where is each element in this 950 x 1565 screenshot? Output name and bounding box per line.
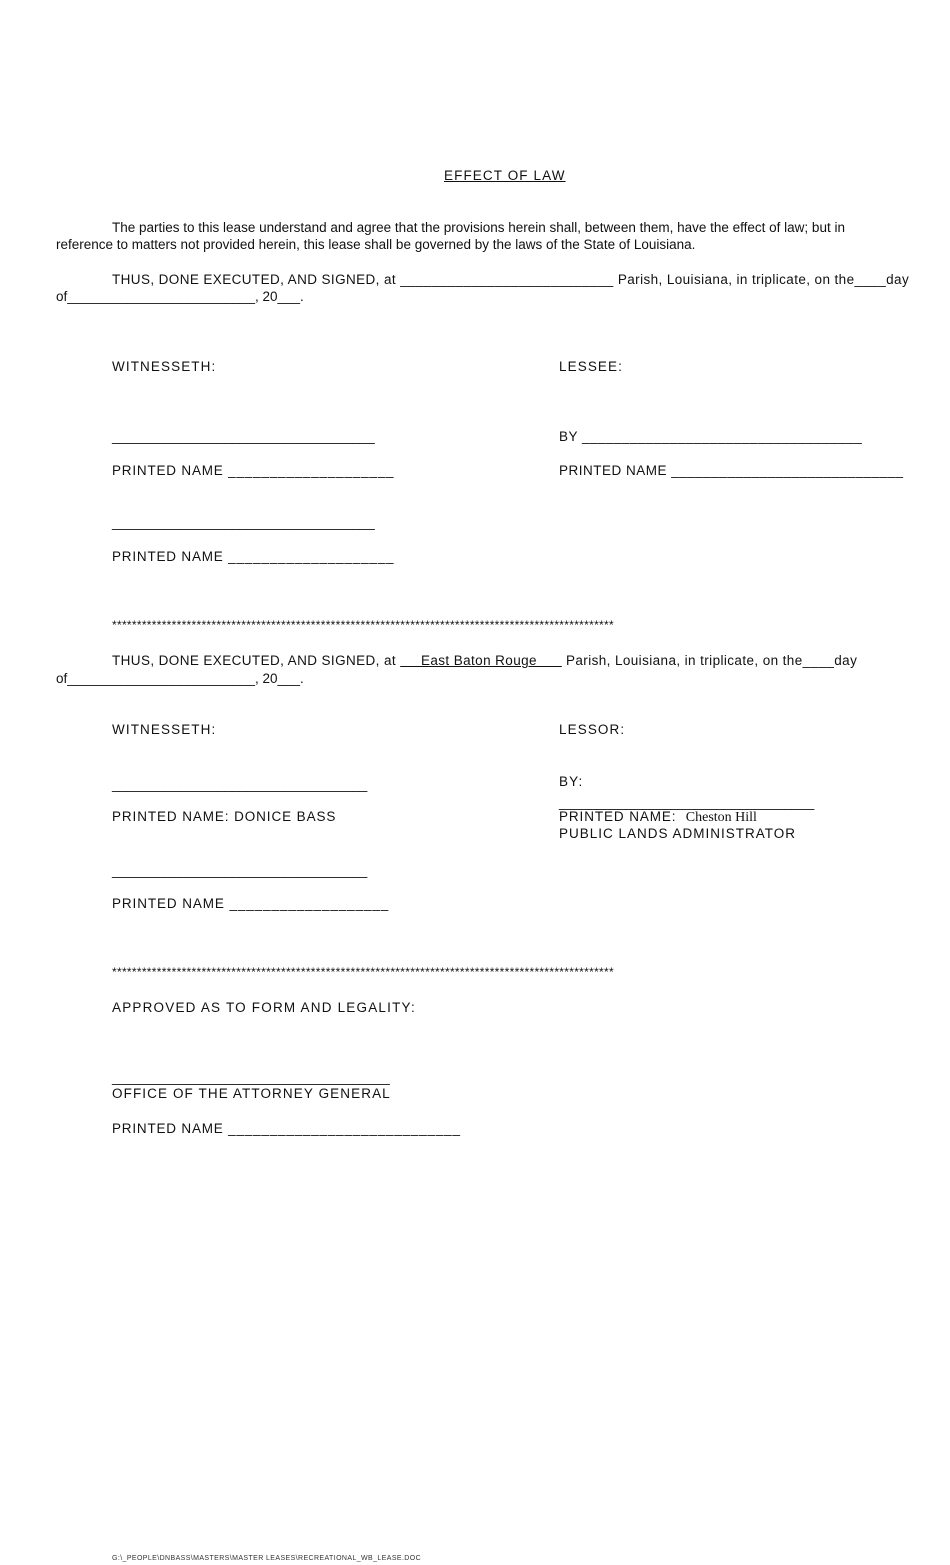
lessee-witness-signature-line-2: ___________________________________ — [112, 515, 375, 530]
lessee-witness-printed-name-2: PRINTED NAME ____________________ — [112, 549, 395, 564]
page-title: EFFECT OF LAW — [444, 168, 566, 183]
lessee-executed-line-1: THUS, DONE EXECUTED, AND SIGNED, at ___________________________ Parish, Louisiana, in triplicate, on the____day — [112, 272, 910, 287]
lessee-by-signature-line: BY ___________________________________ — [559, 429, 863, 444]
lessor-witness-printed-name-1: PRINTED NAME: DONICE BASS — [112, 809, 337, 824]
lessor-executed-suffix: Parish, Louisiana, in triplicate, on the____day — [561, 653, 858, 668]
lessor-executed-line-1 — [112, 652, 857, 669]
lessor-witness-printed-name-2: PRINTED NAME ___________________ — [112, 896, 390, 911]
document-path-footer: G:\_PEOPLE\DNBASS\MASTERS\MASTER LEASES\RECREATIONAL_WB_LEASE.DOC — [112, 1555, 422, 1562]
separator-line-2: ***************************************************************************************************** — [112, 965, 614, 979]
lessor-printed-name-value: Cheston Hill — [685, 810, 757, 825]
lessor-title: PUBLIC LANDS ADMINISTRATOR — [559, 826, 797, 841]
lessee-witness-printed-name-1: PRINTED NAME ____________________ — [112, 463, 395, 478]
approval-signature-line: _____________________________________ — [112, 1070, 390, 1085]
lessor-executed-prefix: THUS, DONE EXECUTED, AND SIGNED, at — [112, 653, 401, 668]
approval-printed-name: PRINTED NAME ____________________________ — [112, 1121, 461, 1136]
lessee-heading: LESSEE: — [559, 359, 623, 374]
lessee-witness-signature-line-1: ___________________________________ — [112, 429, 375, 444]
lessor-witness-signature-line-2: __________________________________ — [112, 863, 368, 878]
lessor-heading: LESSOR: — [559, 722, 626, 737]
lessor-executed-line-2: of_________________________, 20___. — [56, 671, 304, 686]
lessor-witness-signature-line-1: __________________________________ — [112, 777, 368, 792]
lessor-by-label: BY: — [559, 774, 584, 789]
intro-paragraph-line-1: The parties to this lease understand and agree that the provisions herein shall, between them, have the effect of law; but in — [112, 220, 845, 235]
lessee-executed-line-2: of_________________________, 20___. — [56, 289, 304, 304]
separator-line-1: ***************************************************************************************************** — [112, 618, 614, 632]
approval-heading: APPROVED AS TO FORM AND LEGALITY: — [112, 1000, 416, 1015]
intro-paragraph-line-2: reference to matters not provided herein, this lease shall be governed by the laws of the State of Louisiana. — [56, 237, 696, 252]
lessee-printed-name: PRINTED NAME _____________________________ — [559, 463, 904, 478]
parish-value: East Baton Rouge — [400, 653, 562, 668]
lessor-witness-heading: WITNESSETH: — [112, 722, 217, 737]
lessee-witness-heading: WITNESSETH: — [112, 359, 217, 374]
lessor-printed-name — [559, 808, 757, 826]
attorney-general-office: OFFICE OF THE ATTORNEY GENERAL — [112, 1086, 391, 1101]
lessor-by-signature-line: __________________________________ — [559, 795, 815, 810]
lessor-printed-name-label: PRINTED NAME: — [559, 809, 686, 824]
